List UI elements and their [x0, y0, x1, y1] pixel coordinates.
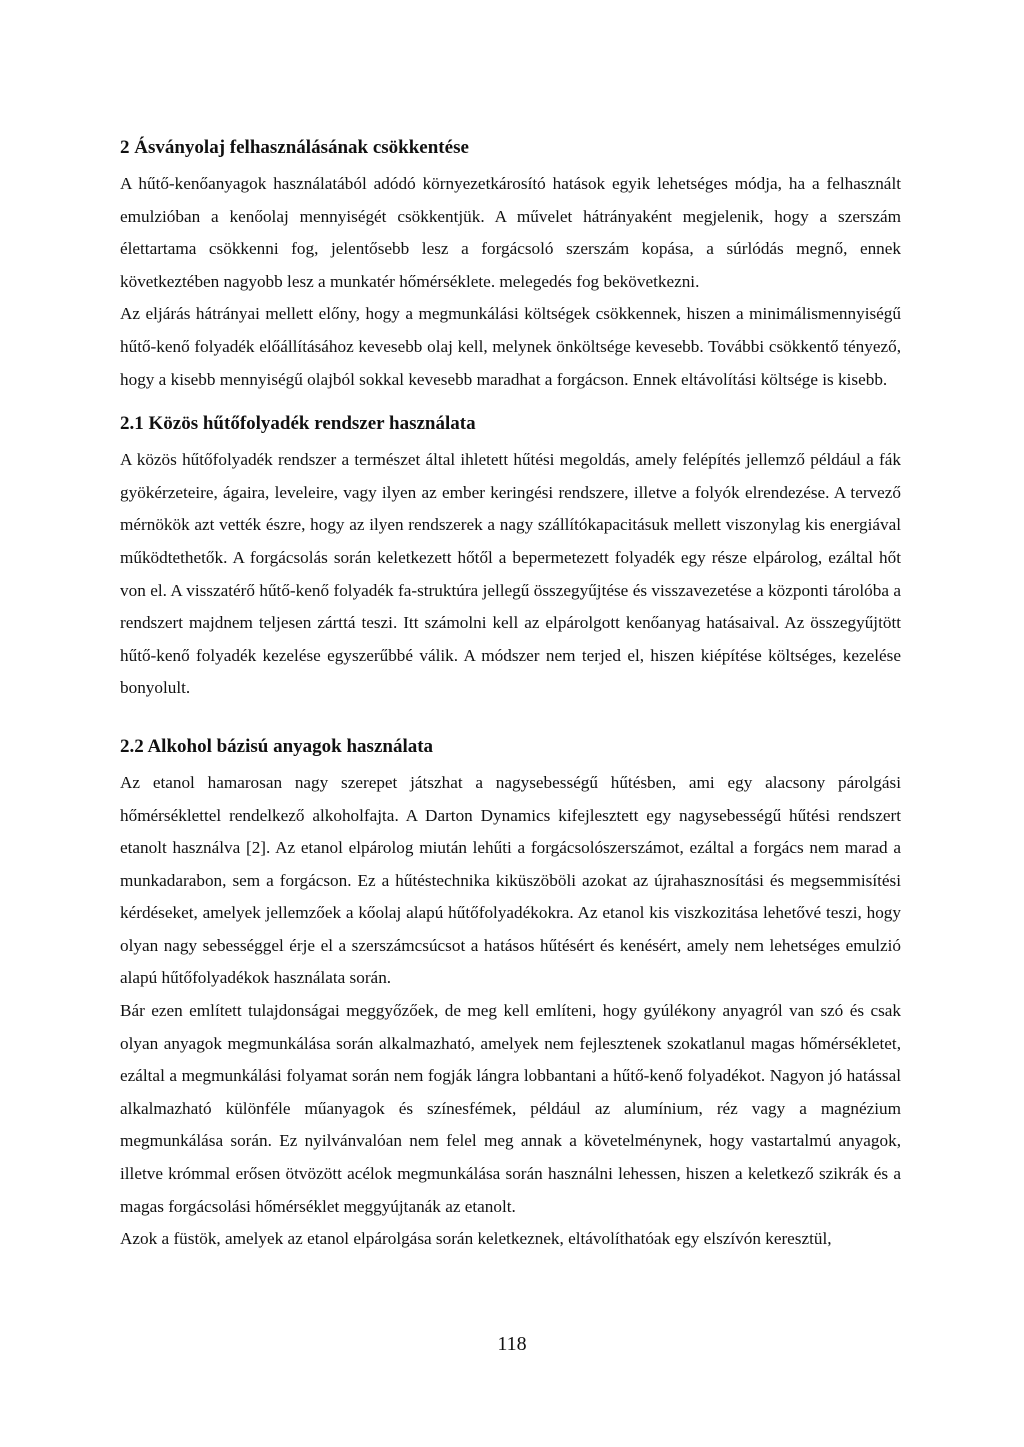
section-2-1-paragraph-1: A közös hűtőfolyadék rendszer a természet által ihletett hűtési megoldás, amely felépítés jellemző például a fák gyökérzeteire, ágaira, leveleire, vagy ilyen az ember keringési rendszere, illetve a folyók elrendezése. A tervező mérnökök azt vették észre, hogy az ilyen rendszerek a nagy szállítókapacitásuk mellett viszonylag kis energiával működtethetők. A forgácsolás során keletkezett hőtől a bepermetezett folyadék egy része elpárolog, ezáltal hőt von el. A visszatérő hűtő-kenő folyadék fa-struktúra jellegű összegyűjtése és visszavezetése a központi tárolóba a rendszert majdnem teljesen zárttá teszi. Itt számolni kell az elpárolgott kenőanyag hatásaival. Az összegyűjtött hűtő-kenő folyadék kezelése egyszerűbbé válik. A módszer nem terjed el, hiszen kiépítése költséges, kezelése bonyolult. — [120, 450, 901, 698]
section-2-paragraph-1: A hűtő-kenőanyagok használatából adódó környezetkárosító hatások egyik lehetséges módja, ha a felhasznált emulzióban a kenőolaj mennyiségét csökkentjük. A művelet hátrányaként megjelenik, hogy a szerszám élettartama csökkenni fog, jelentősebb lesz a forgácsoló szerszám kopása, a súrlódás megnő, ennek következtében nagyobb lesz a munkatér hőmérséklete. melegedés fog bekövetkezni. — [120, 174, 901, 291]
section-2-2-paragraph-3: Azok a füstök, amelyek az etanol elpárolgása során keletkeznek, eltávolíthatóak egy elszívón keresztül, — [120, 1229, 832, 1249]
section-2-heading: 2 Ásványolaj felhasználásának csökkentése — [120, 137, 469, 158]
page-body — [120, 130, 901, 1256]
section-2-paragraph-2: Az eljárás hátrányai mellett előny, hogy a megmunkálási költségek csökkennek, hiszen a minimálismennyiségű hűtő-kenő folyadék előállításához kevesebb olaj kell, melynek önköltsége kevesebb. További csökkentő tényező, hogy a kisebb mennyiségű olajból sokkal kevesebb maradhat a forgácson. Ennek eltávolítási költsége is kisebb. — [120, 304, 901, 389]
section-2-2-heading: 2.2 Alkohol bázisú anyagok használata — [120, 735, 434, 757]
section-2-1-heading: 2.1 Közös hűtőfolyadék rendszer használata — [120, 413, 476, 435]
page-number: 118 — [497, 1333, 527, 1355]
section-2-2-paragraph-1: Az etanol hamarosan nagy szerepet játszhat a nagysebességű hűtésben, ami egy alacsony párolgási hőmérséklettel rendelkező alkoholfajta. A Darton Dynamics kifejlesztett egy nagysebességű hűtési rendszert etanolt használva [2]. Az etanol elpárolog miután lehűti a forgácsolószerszámot, ezáltal a forgács nem marad a munkadarabon, sem a forgácson. Ez a hűtéstechnika kiküszöböli azokat az újrahasznosítási és megsemmisítési kérdéseket, amelyek jellemzőek a kőolaj alapú hűtőfolyadékokra. Az etanol kis viszkozitása lehetővé teszi, hogy olyan nagy sebességgel érje el a szerszámcsúcsot a hatásos hűtésért és kenésért, amely nem lehetséges emulzió alapú hűtőfolyadékok használata során. — [120, 772, 901, 988]
section-2-2-paragraph-2: Bár ezen említett tulajdonságai meggyőzőek, de meg kell említeni, hogy gyúlékony anyagról van szó és csak olyan anyagok megmunkálása során alkalmazható, amelyek nem fejlesztenek szokatlanul magas hőmérsékletet, ezáltal a megmunkálási folyamat során nem fogják lángra lobbantani a hűtő-kenő folyadékot. Nagyon jó hatással alkalmazható különféle műanyagok és színesfémek, például az alumínium, réz vagy a magnézium megmunkálása során. Ez nyilvánvalóan nem felel meg annak a követelménynek, hogy vastartalmú anyagok, illetve krómmal erősen ötvözött acélok megmunkálása során használni lehessen, hiszen a keletkező szikrák és a magas forgácsolási hőmérséklet meggyújtanák az etanolt. — [120, 1001, 901, 1216]
